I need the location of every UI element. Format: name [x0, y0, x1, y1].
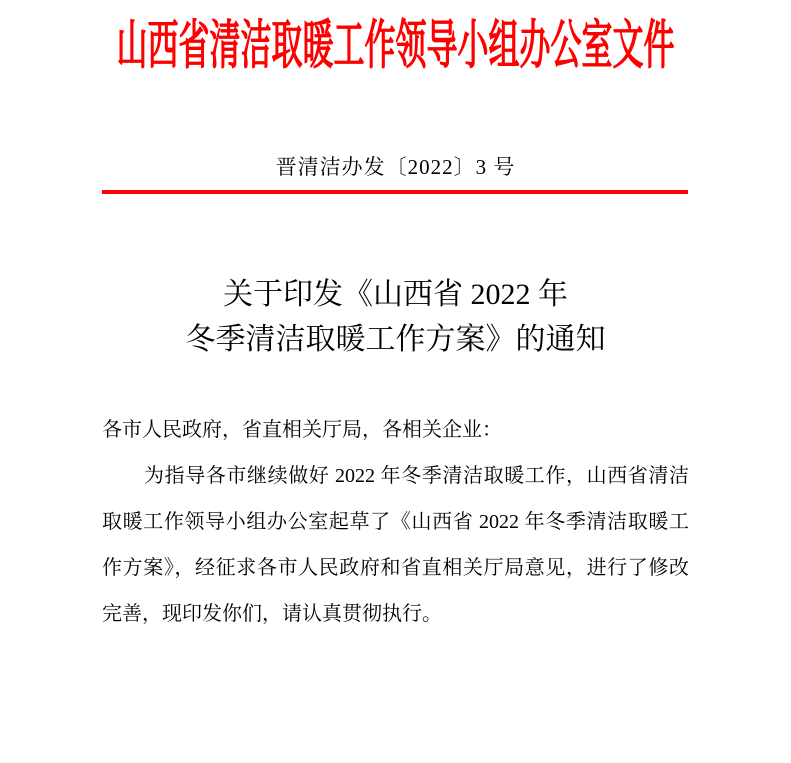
document-header [0, 15, 791, 76]
paragraph-line: 为指导各市继续做好 2022 年冬季清洁取暖工作，山西省清洁 [144, 465, 689, 487]
title-line-2: 冬季清洁取暖工作方案》的通知 [185, 323, 606, 356]
paragraph-line: 取暖工作领导小组办公室起草了《山西省 2022 年冬季清洁取暖工 [102, 511, 689, 533]
paragraph-line: 作方案》，经征求各市人民政府和省直相关厅局意见，进行了修改 [102, 557, 689, 579]
document-title [0, 272, 791, 362]
salutation: 各市人民政府，省直相关厅局，各相关企业： [102, 419, 502, 441]
doc-number: 晋清洁办发〔2022〕3 号 [275, 155, 516, 179]
title-line-1: 关于印发《山西省 2022 年 [223, 278, 568, 311]
paragraph-line: 完善，现印发你们，请认真贯彻执行。 [102, 603, 442, 625]
document-body [102, 407, 689, 637]
header-title: 山西省清洁取暖工作领导小组办公室文件 [116, 15, 675, 76]
red-separator-line [102, 190, 688, 194]
